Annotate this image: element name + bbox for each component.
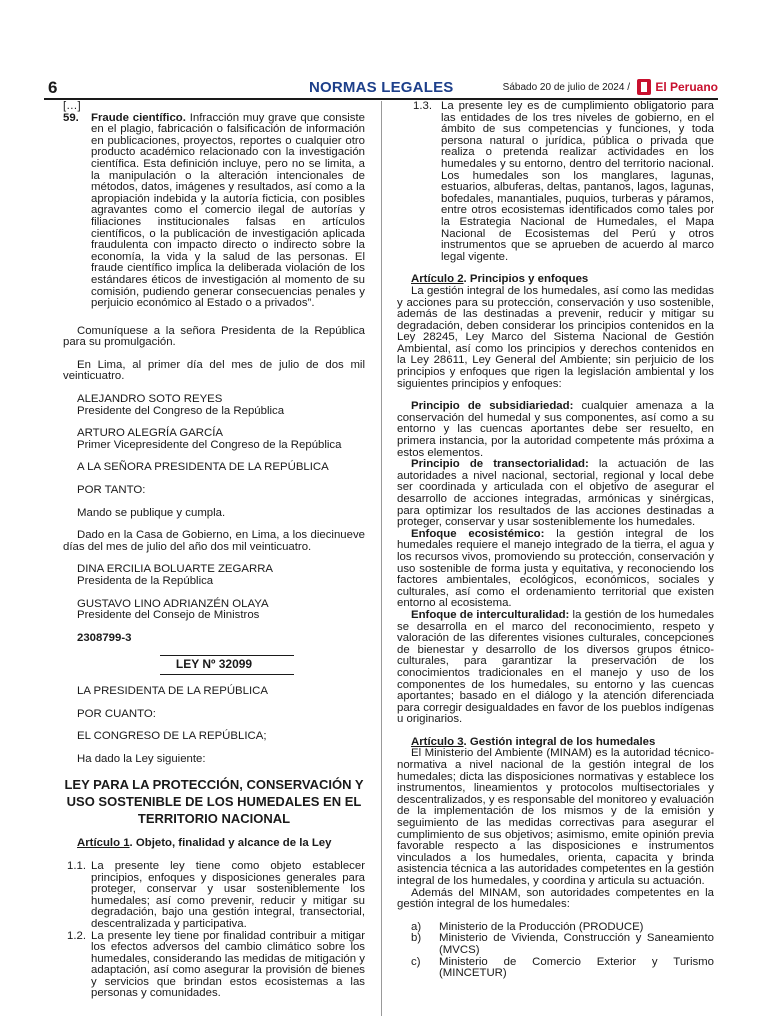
item-number: 1.1. (67, 859, 86, 872)
item-59 (63, 113, 365, 310)
signatory-name: GUSTAVO LINO ADRIANZÉN OLAYA (77, 597, 269, 610)
approach-heading: Enfoque de interculturalidad: (411, 608, 570, 621)
mando-paragraph: Mando se publique y cumpla. (77, 506, 226, 519)
comuniquese-paragraph: Comuníquese a la señora Presidenta de la República para su promulgación. (63, 324, 365, 349)
article-2-title: . Principios y enfoques (463, 273, 589, 286)
signatory-name: ALEJANDRO SOTO REYES (77, 393, 223, 406)
entity-text: Ministerio de la Producción (PRODUCE) (439, 920, 644, 933)
por-tanto: POR TANTO: (77, 484, 146, 497)
item-number: 1.2. (67, 929, 86, 942)
approach-interculturality (397, 610, 714, 726)
item-text: La presente ley es de cumplimiento obligatorio para las entidades de los tres niveles de gobierno, en el ámbito de sus competencias y funciones, y toda persona natural o jurídica, pública o privada que realiza o pretenda realizar actividades en los humedales y su entorno, dentro del territorio nacional. Los humedales son los manglares, lagunas, estuarios, albuferas, deltas, pantanos, lagos, lagunas, bofedales, manantiales, puquios, turberas y páramos, entre otros ecosistemas identificados como tales por la Estrategia Nacional de Humedales, el Mapa Nacional de Ecosistemas del Perú y otros instrumentos que se aprueben de acuerdo al marco legal vigente. (441, 100, 714, 263)
entity-letter: a) (411, 920, 422, 933)
por-cuanto: POR CUANTO: (77, 707, 156, 720)
principle-text: cualquier amenaza a la conservación del humedal y sus componentes, así como a su entorno y las cuencas aportantes debe ser resuelto, en primera instancia, por la autoridad competente más próxima a estos elementos. (397, 400, 714, 459)
item-number: 1.3. (413, 100, 432, 112)
signatory-title: Presidenta de la República (77, 575, 214, 587)
dado-paragraph: Dado en la Casa de Gobierno, en Lima, a los diecinueve días del mes de julio del año dos mil veinticuatro. (63, 529, 365, 553)
newspaper-name: El Peruano (655, 80, 718, 94)
item-text: La presente ley tiene como objeto establecer principios, enfoques y disposiciones generales para proteger, conservar y usar sosteniblemente los humedales; así como prevenir, reducir y mitigar su degradación, bajo una gestión integral, transectorial, descentralizada y participativa. (91, 859, 365, 930)
el-peruano-logo-icon (637, 79, 651, 95)
item-number: 59. (63, 111, 79, 124)
law-number: LEY Nº 32099 (175, 657, 253, 672)
approach-text: la gestión integral de los humedales requiere el manejo integrado de la tierra, el agua y los recursos vivos, promoviendo su protección, conservación y uso sostenible de forma justa y equitativa, y reconociendo los factores ambientales, ecológicos, económicos, sociales y culturales, así como el ordenamiento territorial que existen entorno al ecosistema. (397, 527, 714, 610)
en-lima-paragraph: En Lima, al primer día del mes de julio de dos mil veinticuatro. (63, 358, 365, 383)
signatory-title: Primer Vicepresidente del Congreso de la República (77, 438, 342, 451)
page-header (48, 78, 718, 98)
ademas-paragraph: Además del MINAM, son autoridades competentes en la gestión integral de los humedales: (397, 886, 714, 911)
item-text: Infracción muy grave que consiste en el plagio, fabricación o falsificación de información en publicaciones, proyectos, reportes o cualquier otro producto académico relacionado con la investigación científica. Esta definición incluye, pero no se limita, a la manipulación o la alteración intencionales de métodos, datos, imágenes y resultados, así como a la apropiación indebida y la autoría ficticia, con posibles agravantes como el comercio ilegal de autorías y filiaciones institucionales falsas en artículos científicos, o la publicación de investigación aplicada fraudulenta con impacto directo o indirecto sobre la economía, la vida y la salud de las personas. El fraude científico implica la deliberada violación de los estándares éticos de investigación al momento de su comisión, pudiendo generar consecuencias penales y perjuicio económico al Estado o a privados”. (91, 111, 365, 310)
signatory-title: Presidente del Congreso de la República (77, 404, 285, 417)
approach-heading: Enfoque ecosistémico: (411, 527, 545, 540)
principle-text: la actuación de las autoridades a nivel nacional, sectorial, regional y local debe ser coordinada y articulada con el objetivo de asegurar el desarrollo de acciones integradas, armónicas y sinérgicas, para optimizar los resultados de las acciones destinadas a proteger, conservar y usar sosteniblemente los humedales. (397, 458, 714, 529)
item-1-2 (63, 931, 365, 1001)
item-text: La presente ley tiene por finalidad contribuir a mitigar los efectos adversos del cambio climático sobre los humedales, considerando las medidas de mitigación y adaptación, así como asegurar la provisión de bienes y servicios que brindan estos ecosistemas a las personas y comunidades. (91, 929, 365, 1000)
ha-dado: Ha dado la Ley siguiente: (77, 752, 206, 765)
law-separator-top (160, 655, 294, 656)
right-column (397, 101, 714, 980)
item-heading: Fraude científico. (91, 111, 186, 124)
article-1-label: Artículo 1 (77, 837, 130, 850)
document-code: 2308799-3 (77, 631, 132, 644)
signatory-name: ARTURO ALEGRÍA GARCÍA (77, 427, 224, 440)
article-2-label: Artículo 2 (411, 273, 464, 286)
approach-ecosystem (397, 529, 714, 610)
principle-transectoriality (397, 459, 714, 529)
article-3-title: . Gestión integral de los humedales (463, 735, 656, 748)
entity-b (397, 933, 714, 956)
principle-subsidiarity (397, 401, 714, 459)
entity-letter: c) (411, 955, 421, 968)
entity-text: Ministerio de Comercio Exterior y Turismo (MINCETUR) (439, 955, 714, 980)
signatory-title: Presidente del Consejo de Ministros (77, 609, 260, 622)
newspaper-logo (637, 78, 718, 96)
article-3-label: Artículo 3 (411, 735, 464, 748)
item-1-3 (397, 101, 714, 263)
addressee: A LA SEÑORA PRESIDENTA DE LA REPÚBLICA (77, 461, 329, 474)
entity-text: Ministerio de Vivienda, Construcción y Saneamiento (MVCS) (439, 932, 714, 956)
principle-heading: Principio de subsidiariedad: (411, 400, 574, 413)
article-1-heading (63, 838, 365, 850)
article-3-text: El Ministerio del Ambiente (MINAM) es la autoridad técnico-normativa a nivel nacional de la gestión integral de los humedales; dicta las disposiciones normativas y establece los instrumentos, lineamientos y protocolos multisectoriales y descentralizados, y es responsable del monitoreo y evaluación de la implementación de los mismos y de la emisión y seguimiento de las medidas correctivas para asegurar el cumplimiento de sus objetivos; asimismo, emite opinión previa favorable respecto a las disposiciones e instrumentos vinculados a los humedales, orienta, capacita y brinda asistencia técnica a las autoridades competentes en la gestión integral de los humedales, y coordina y articula su actuación. (397, 747, 714, 887)
article-1-title: . Objeto, finalidad y alcance de la Ley (129, 837, 332, 850)
article-2-text: La gestión integral de los humedales, así como las medidas y acciones para su protección, conservación y uso sostenible, además de las destinadas a prevenir, reducir y mitigar su degradación, deben considerar los principios contenidos en la Ley 28245, Ley Marco del Sistema Nacional de Gestión Ambiental, así como los principios y derechos contenidos en la Ley 28611, Ley General del Ambiente; sin perjuicio de los principios y enfoques que rigen la legislación ambiental y los siguientes principios y enfoques: (397, 284, 714, 390)
publication-date: Sábado 20 de julio de 2024 / (502, 82, 630, 93)
approach-text: la gestión de los humedales se desarrolla en el marco del reconocimiento, respeto y valoración de las diferentes visiones culturales, concepciones de bienestar y desarrollo de los diversos grupos étnico-culturales, para garantizar la preservación de los conocimientos tradicionales en el manejo y uso de los componentes de los humedales, su entorno y las cuencas aportantes; basado en el diálogo y la atención diferenciada para corregir desigualdades en favor de los pueblos indígenas u originarios. (397, 608, 714, 726)
item-1-1 (63, 861, 365, 931)
principle-heading: Principio de transectorialidad: (411, 458, 589, 471)
publication-title: NORMAS LEGALES (309, 79, 454, 96)
entity-letter: b) (411, 932, 422, 945)
left-column (63, 101, 365, 1000)
page-number: 6 (48, 78, 58, 97)
entity-c (397, 957, 714, 980)
law-title: LEY PARA LA PROTECCIÓN, CONSERVACIÓN Y USO SOSTENIBLE DE LOS HUMEDALES EN EL TERRITORIO NACIONAL (64, 777, 364, 827)
signatory-name: DINA ERCILIA BOLUARTE ZEGARRA (77, 563, 274, 576)
column-divider (381, 101, 382, 1016)
el-congreso: EL CONGRESO DE LA REPÚBLICA; (77, 730, 267, 743)
la-presidenta: LA PRESIDENTA DE LA REPÚBLICA (77, 684, 268, 697)
ellipsis: […] (63, 100, 81, 112)
